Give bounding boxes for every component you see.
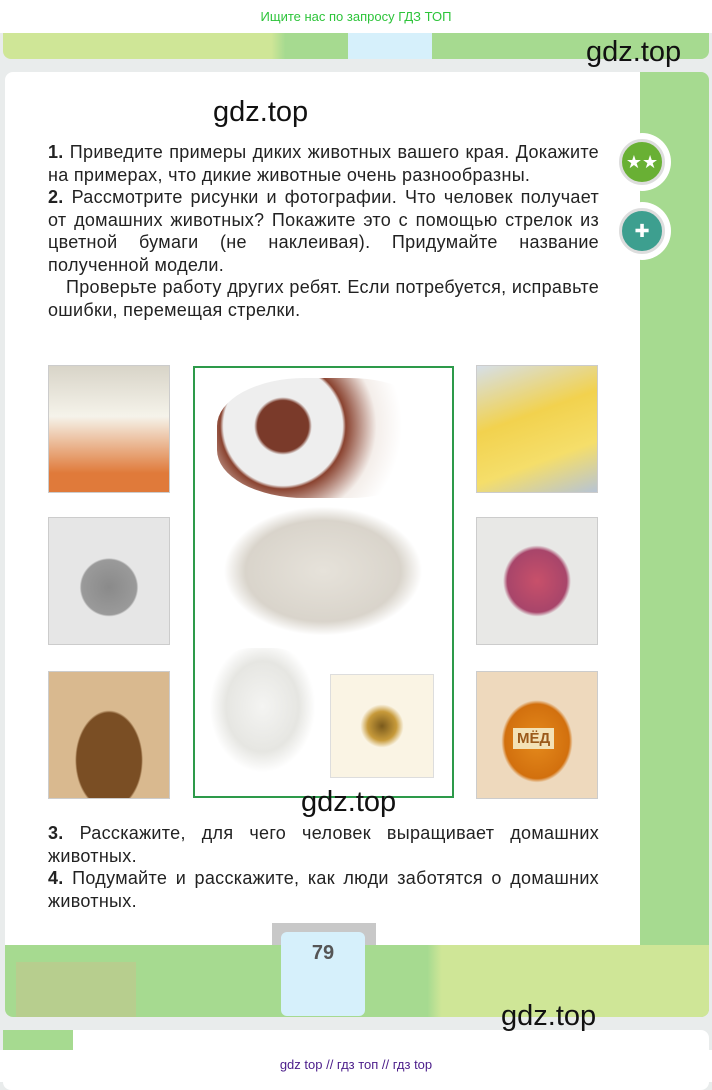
cow-illustration xyxy=(217,378,437,498)
decor-shape xyxy=(16,962,136,1017)
photo-hat xyxy=(476,517,598,645)
tasks-top xyxy=(48,141,599,321)
watermark: gdz.top xyxy=(586,36,682,68)
sheep-illustration xyxy=(223,506,423,636)
page-number: 79 xyxy=(281,932,365,1016)
bee-illustration xyxy=(330,674,434,778)
watermark: gdz.top xyxy=(301,786,397,818)
watermark: gdz.top xyxy=(213,96,309,128)
tasks-bottom xyxy=(48,822,599,912)
jar-label: МЁД xyxy=(513,728,554,749)
animals-illustration xyxy=(193,366,454,798)
photo-socks xyxy=(48,517,170,645)
top-banner[interactable]: Ищите нас по запросу ГДЗ ТОП xyxy=(0,0,712,33)
task-3: 3. Расскажите, для чего человек выращивает домашних животных. xyxy=(48,823,599,866)
task-1: 1. Приведите примеры диких животных вашего края. Докажите на примерах, что дикие животные очень разнообразны. xyxy=(48,142,599,185)
photo-eggs xyxy=(48,671,170,799)
task-4: 4. Подумайте и расскажите, как люди заботятся о домашних животных. xyxy=(48,868,599,911)
prev-page-tab xyxy=(348,33,432,59)
watermark: gdz.top xyxy=(501,1000,597,1032)
stars-icon: ★★ xyxy=(619,139,665,185)
photo-milk xyxy=(48,365,170,493)
puzzle-icon: ✚ xyxy=(619,208,665,254)
task-2-note: Проверьте работу других ребят. Если потребуется, исправьте ошибки, перемещая стрелки. xyxy=(48,277,599,320)
photo-cheese xyxy=(476,365,598,493)
hen-illustration xyxy=(205,648,320,778)
task-2: 2. Рассмотрите рисунки и фотографии. Что человек получает от домашних животных? Покажите это с помощью стрелок из цветной бумаги (не наклеивая). Придумайте название полученной модели. xyxy=(48,187,599,275)
photo-honey xyxy=(476,671,598,799)
footer-links[interactable]: gdz top // гдз топ // гдз top xyxy=(0,1050,712,1082)
